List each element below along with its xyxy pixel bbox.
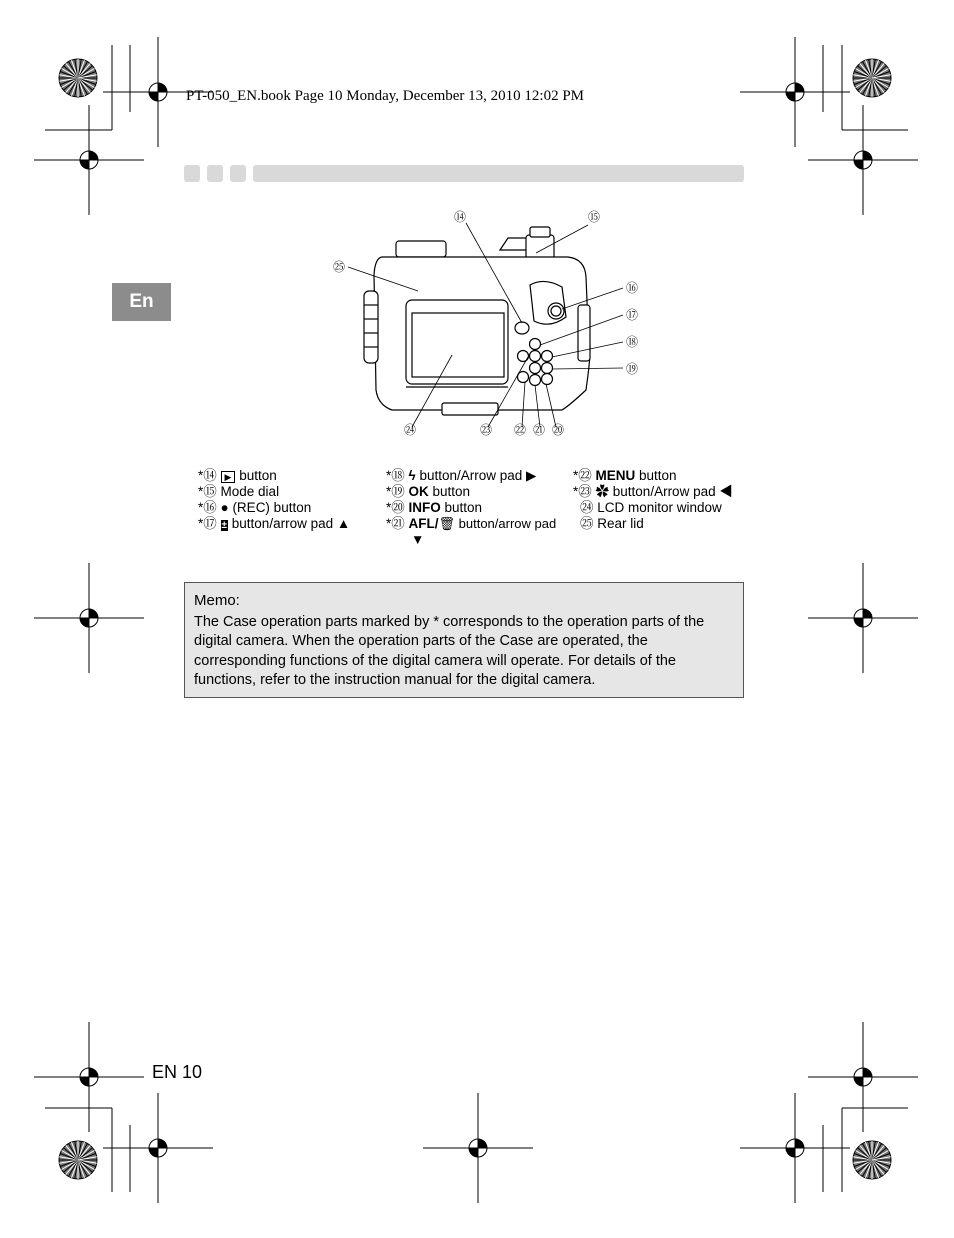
exposure-comp-icon: ± (221, 520, 228, 531)
registration-starburst (853, 1141, 891, 1179)
legend-item: ㉕ Rear lid (580, 516, 644, 531)
callout-21: ㉑ (532, 423, 546, 437)
rec-icon: ● (220, 500, 229, 515)
memo-text: The Case operation parts marked by * corresponds to the operation parts of the digital camera. When the operation parts of the Case are operated, the corresponding functions of the digital camera will operate. For details of the functions, refer to the instruction manual for the digital camera. (194, 613, 705, 689)
registration-starburst (59, 59, 97, 97)
page-number: EN 10 (152, 1062, 203, 1082)
registration-crosshair (808, 1022, 918, 1132)
registration-crosshair (103, 1093, 213, 1203)
macro-icon: ✿ button/Arrow pad ◀ (595, 484, 733, 499)
callout-14: ⑭ (453, 210, 467, 224)
callout-20: ⑳ (551, 423, 565, 437)
registration-crosshair (423, 1093, 533, 1203)
camera-case-figure (330, 205, 650, 445)
language-tab: En (112, 283, 171, 321)
legend-item: *⑱ ϟ button/Arrow pad ▶ (386, 468, 537, 483)
callout-24: ㉔ (403, 423, 417, 437)
registration-starburst (853, 59, 891, 97)
legend-item: *㉓ ✿ button/Arrow pad ◀ (573, 484, 733, 499)
callout-22: ㉒ (513, 423, 527, 437)
registration-crosshair (34, 105, 144, 215)
callout-16: ⑯ (625, 281, 639, 295)
callout-18: ⑱ (625, 335, 639, 349)
registration-crosshair (34, 1022, 144, 1132)
legend-item: *⑯ ● (REC) button (198, 500, 312, 515)
trash-icon: 🗑 button/arrow pad (438, 516, 557, 531)
registration-crosshair (740, 37, 850, 147)
legend-column-2 (386, 468, 556, 548)
callout-19: ⑲ (625, 362, 639, 376)
legend-column-1 (198, 468, 350, 532)
callout-25: ㉕ (332, 260, 346, 274)
registration-crosshair (34, 563, 144, 673)
legend-item: *⑮ Mode dial (198, 484, 280, 499)
legend-item: *⑳ INFO button (386, 500, 483, 515)
registration-crosshair (808, 563, 918, 673)
callout-15: ⑮ (587, 210, 601, 224)
flash-icon: ϟ (408, 468, 416, 483)
legend-item: *㉑ AFL/🗑 button/arrow pad (386, 516, 557, 531)
legend-item: *⑲ OK button (386, 484, 471, 499)
callout-17: ⑰ (625, 308, 639, 322)
callout-23: ㉓ (479, 423, 493, 437)
book-header-line: PT-050_EN.book Page 10 Monday, December 13, 2010 12:02 PM (186, 88, 585, 104)
legend-item: ㉔ LCD monitor window (580, 500, 722, 515)
registration-crosshair (808, 105, 918, 215)
section-header-block-1 (184, 165, 200, 182)
registration-starburst (59, 1141, 97, 1179)
legend-item: *㉒ MENU button (573, 468, 677, 483)
memo-title: Memo: (194, 592, 240, 609)
legend-item: *⑭ ▶ button (198, 468, 277, 483)
memo-box (184, 582, 744, 698)
playback-icon: ▶ (221, 471, 236, 483)
legend-column-3 (573, 468, 733, 532)
section-header-block-3 (230, 165, 246, 182)
section-header-bar (253, 165, 744, 182)
legend-item: *⑰ ± button/arrow pad ▲ (198, 516, 351, 531)
legend-item: ▼ (411, 532, 425, 547)
registration-crosshair (740, 1093, 850, 1203)
section-header-block-2 (207, 165, 223, 182)
